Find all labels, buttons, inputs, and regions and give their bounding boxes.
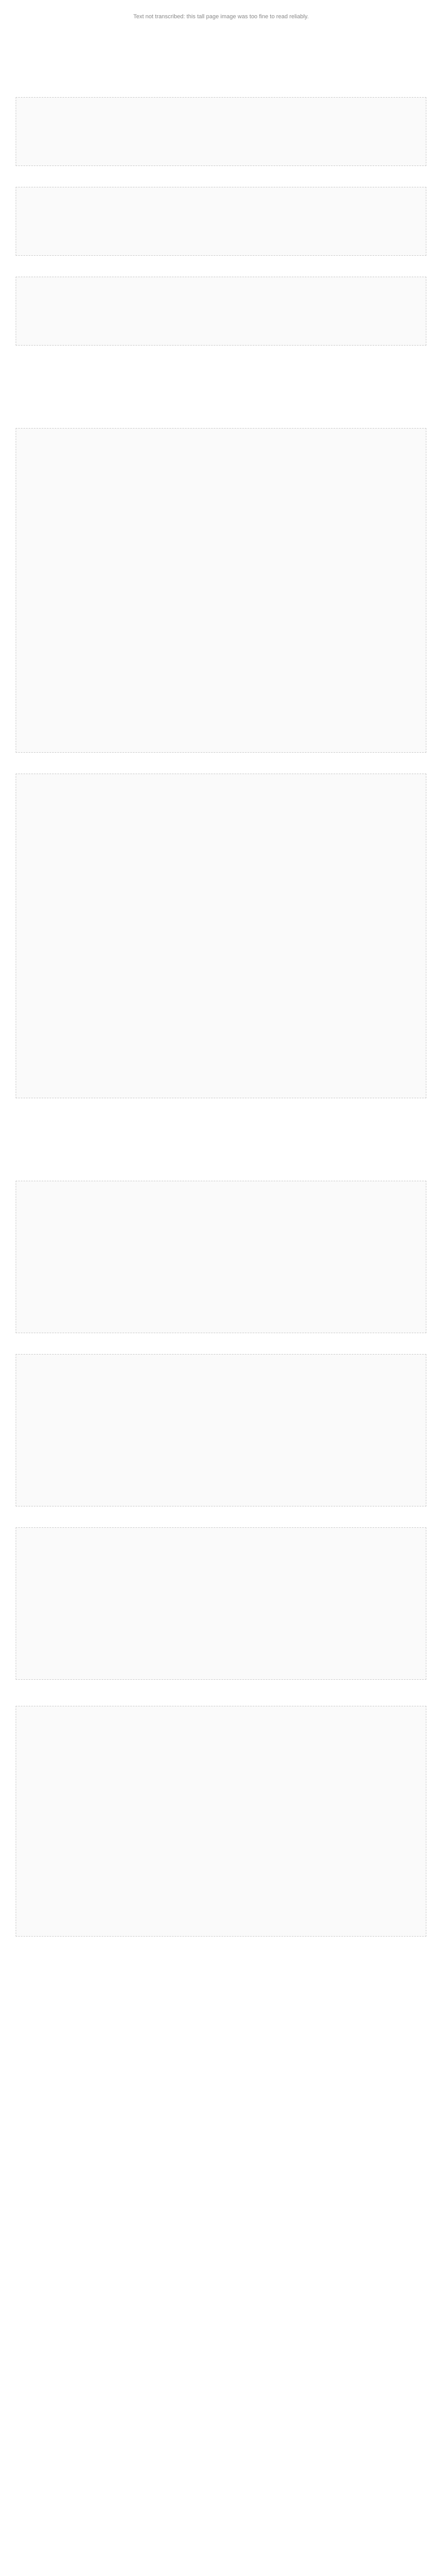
passage-3 (16, 1516, 426, 1680)
report-2-title (16, 175, 426, 185)
section-a (16, 29, 426, 346)
passage-3-text-area (16, 1527, 426, 1680)
passage-2 (16, 1343, 426, 1506)
passage-3-title (16, 1516, 426, 1525)
passage-2-text-area (16, 1354, 426, 1506)
report-1 (16, 86, 426, 166)
report-2 (16, 175, 426, 256)
conversation-1-text-area (16, 428, 426, 753)
section-a-heading (16, 29, 426, 39)
report-1-text-area (16, 97, 426, 166)
questions-section (16, 1694, 426, 1937)
section-c (16, 1113, 426, 1680)
passage-1 (16, 1169, 426, 1333)
section-a-intro (16, 42, 426, 78)
section-b-heading (16, 360, 426, 370)
transcription-notice: Text not transcribed: this tall page image was too fine to read reliably. (133, 14, 309, 20)
passage-1-text-area (16, 1181, 426, 1333)
questions-text-area (16, 1706, 426, 1937)
conversation-1 (16, 417, 426, 753)
conversation-2-title (16, 762, 426, 771)
conversation-1-title (16, 417, 426, 426)
section-b (16, 360, 426, 1098)
section-c-intro (16, 1125, 426, 1162)
passage-2-title (16, 1343, 426, 1352)
section-c-heading (16, 1113, 426, 1122)
section-b-intro (16, 373, 426, 409)
report-3 (16, 265, 426, 346)
report-3-text-area (16, 277, 426, 346)
conversation-2-text-area (16, 774, 426, 1098)
passage-1-title (16, 1169, 426, 1179)
conversation-2 (16, 762, 426, 1098)
questions-title (16, 1694, 426, 1704)
report-1-title (16, 86, 426, 95)
report-2-text-area (16, 187, 426, 256)
report-3-title (16, 265, 426, 275)
